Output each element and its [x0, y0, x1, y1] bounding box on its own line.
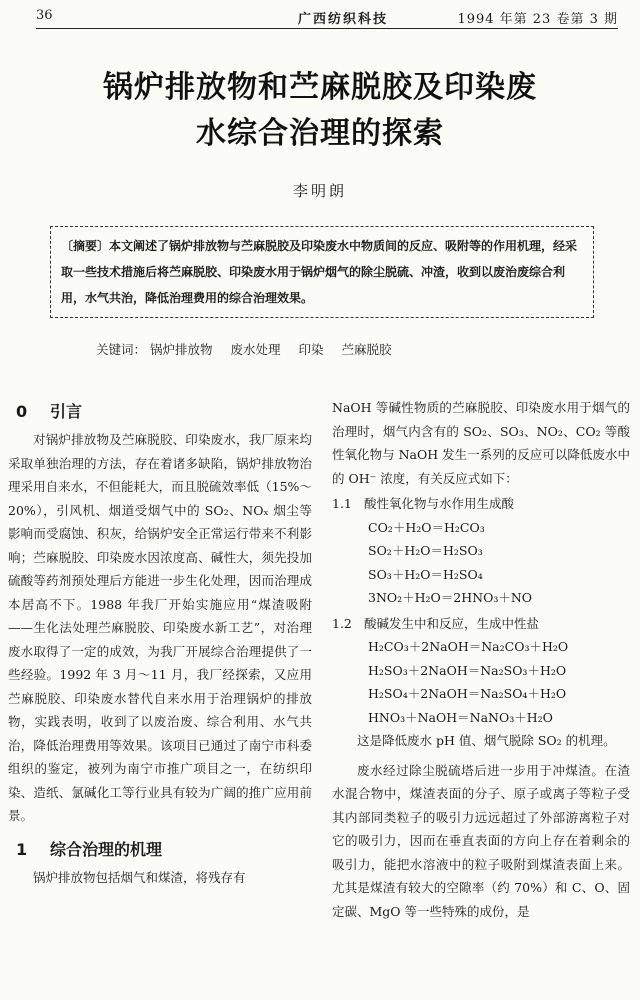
page-number: 36: [36, 8, 53, 23]
subsection-heading: [332, 492, 630, 516]
subsection-title: 酸性氧化物与水作用生成酸: [364, 496, 515, 511]
section-number: 0: [16, 402, 28, 421]
journal-name: 广西纺织科技: [298, 12, 389, 27]
keyword: 印染: [298, 342, 324, 357]
equation: H₂SO₃＋2NaOH＝Na₂SO₃＋H₂O: [368, 662, 567, 678]
keywords: [96, 340, 406, 358]
subsection-heading: [332, 612, 630, 636]
section-number: 1: [16, 839, 28, 859]
keyword: 苎麻脱胶: [341, 342, 392, 357]
paragraph: 废水经过除尘脱硫塔后进一步用于冲煤渣。在渣水混合物中，煤渣表面的分子、原子或离子等粒子受其内部同类粒子的吸引力远远超过了外部游离粒子对它的吸引力，因而在垂直表面的方向上存在着剩余的吸引力，能把水溶液中的粒子吸附到煤渣表面上来。尤其是煤渣有较大的空隙率（约 70%）和 C、O、固定碳、MgO 等一些特殊的成份，是: [332, 762, 630, 919]
equation: H₂SO₄＋2NaOH＝Na₂SO₄＋H₂O: [368, 686, 567, 701]
keyword: 锅炉排放物: [150, 342, 213, 357]
equation: H₂CO₃＋2NaOH＝Na₂CO₃＋H₂O: [368, 639, 569, 654]
subsection-number: 1.2: [332, 615, 352, 631]
paragraph: 这是降低废水 pH 值、烟气脱除 SO₂ 的机理。: [357, 733, 616, 748]
section-heading-mechanism: [8, 834, 312, 866]
issue-info: 1994 年第 23 卷第 3 期: [457, 12, 618, 27]
subsection-number: 1.1: [332, 496, 352, 511]
mechanism-paragraph: 锅炉排放物包括烟气和煤渣，将残存有: [33, 869, 246, 885]
equation: HNO₃＋NaOH＝NaNO₃＋H₂O: [368, 709, 553, 725]
abstract-box: [50, 226, 594, 318]
paragraph: NaOH 等碱性物质的苎麻脱胶、印染废水用于烟气的治理时，烟气内含有的 SO₂、SO₃、NO₂、CO₂ 等酸性氧化物与 NaOH 发生一系列的反应可以降低废水中的 OH⁻ 浓度，有关反应式如下：: [332, 400, 630, 486]
section-title: 引言: [50, 402, 83, 421]
left-column: [8, 396, 312, 889]
section-title: 综合治理的机理: [50, 839, 163, 859]
equation: SO₃＋H₂O＝H₂SO₄: [368, 566, 483, 582]
title-line-1: 锅炉排放物和苎麻脱胶及印染废: [103, 70, 537, 105]
author: 李明朗: [292, 182, 347, 200]
running-header: [36, 6, 618, 29]
abstract-text: 本文阐述了锅炉排放物与苎麻脱胶及印染废水中物质间的反应、吸附等的作用机理，经采取一些技术措施后将苎麻脱胶、印染废水用于锅炉烟气的除尘脱硫、冲渣，收到以废治废综合利用，水气共治，降低治理费用的综合治理效果。: [61, 239, 578, 305]
keyword: 废水处理: [230, 342, 281, 357]
equation: 3NO₂＋H₂O＝2HNO₃＋NO: [368, 590, 533, 605]
equation: SO₂＋H₂O＝H₂SO₃: [368, 543, 483, 558]
right-column: [332, 396, 630, 923]
abstract-label: 〔摘要〕: [61, 239, 110, 253]
keywords-label: 关键词：: [96, 342, 147, 357]
equation: CO₂＋H₂O＝H₂CO₃: [368, 519, 485, 535]
subsection-title: 酸碱发生中和反应，生成中性盐: [364, 615, 540, 631]
intro-paragraph: 对锅炉排放物及苎麻脱胶、印染废水，我厂原来均采取单独治理的方法，存在着诸多缺陷，锅炉排放物治理采用自来水，不但能耗大，而且脱硫效率低（15%～20%），引风机、烟道受烟气中的 SO₂、NOₓ 烟尘等影响而受腐蚀、积灰，给锅炉安全正常运行带来不利影响；苎麻脱胶、印染废水因浓度高、碱性大，须先投加硫酸等药剂预处理后方能进一步生化处理，因而治理成本居高不下。1988 年我厂开始实施应用“煤渣吸附——生化法处理苎麻脱胶、印染废水新工艺”，对治理废水取得了一定的成效，为我厂开展综合治理提供了一些经验。1992 年 3 月～11 月，我厂经探索，又应用苎麻脱胶、印染废水替代自来水用于治理锅炉的排放物，实践表明，收到了以废治废、综合利用、水气共治，降低治理费用等效果。该项目已通过了南宁市科委组织的鉴定，被列为南宁市推广项目之一，在纺织印染、造纸、氯碱化工等行业具有较为广阔的推广应用前景。: [8, 432, 312, 823]
section-heading-intro: [8, 396, 312, 428]
title-line-2: 水综合治理的探索: [196, 116, 444, 151]
